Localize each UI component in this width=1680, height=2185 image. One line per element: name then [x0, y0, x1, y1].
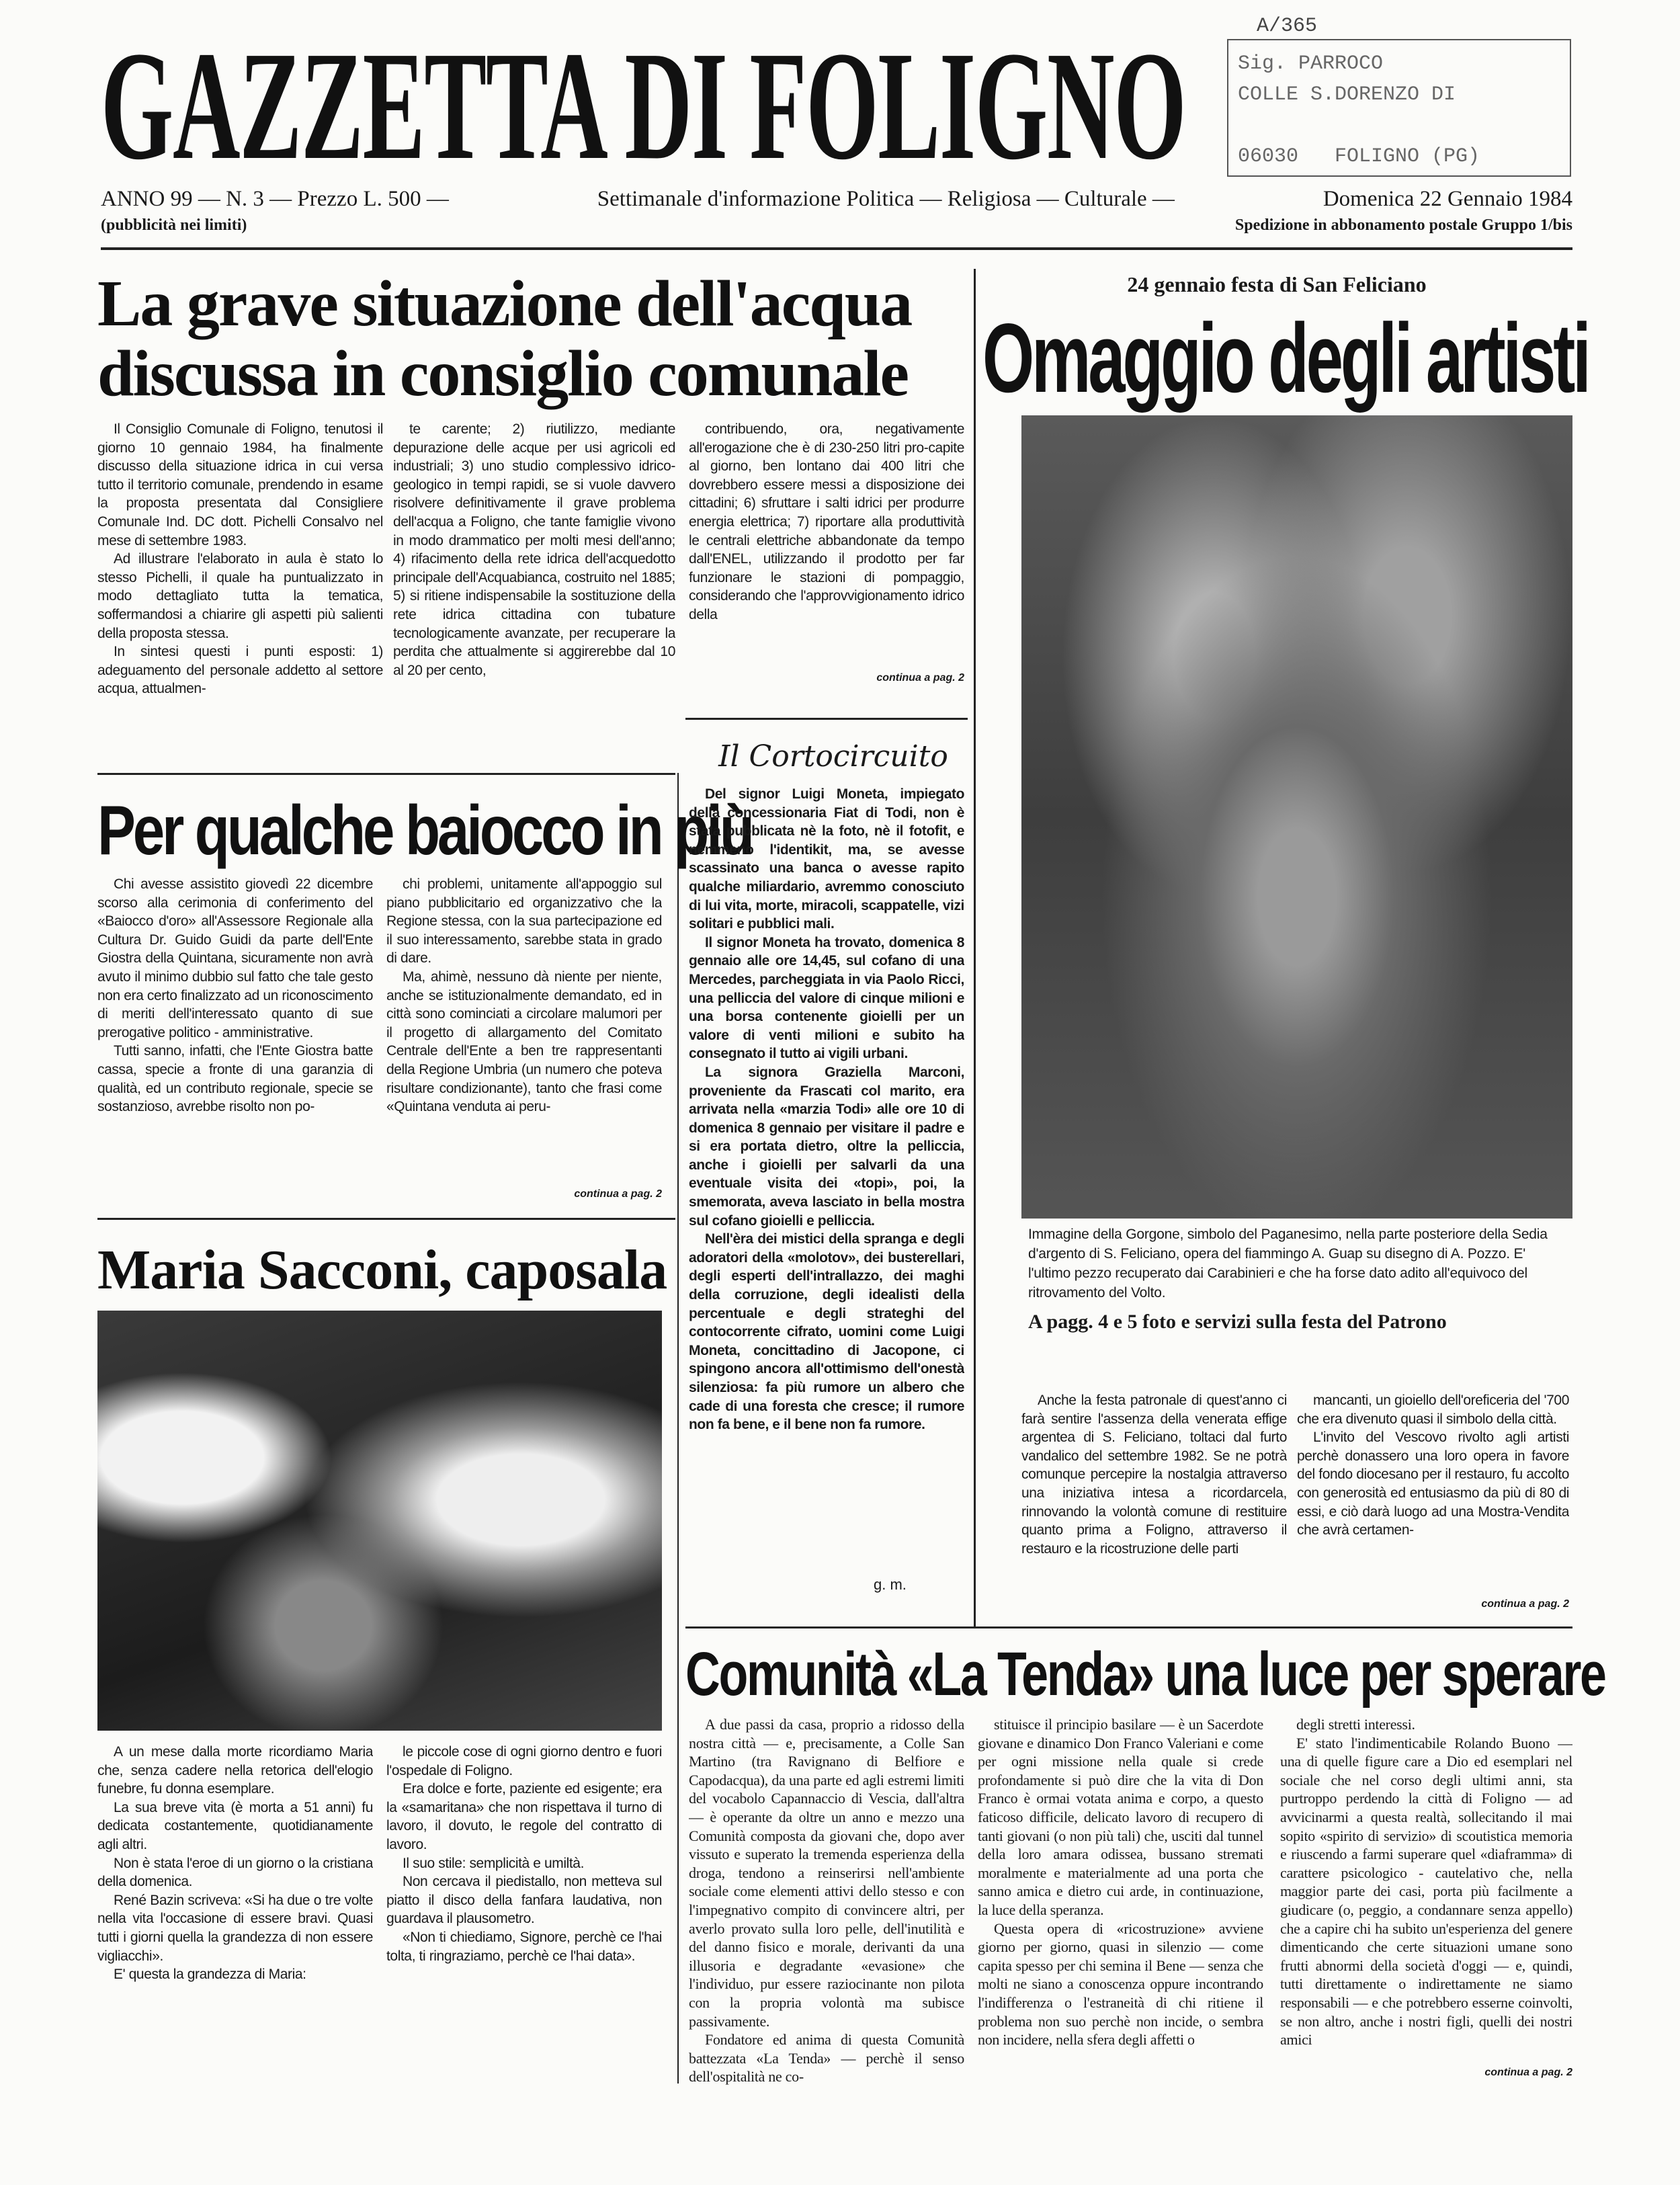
masthead-title: GAZZETTA DI FOLIGNO	[101, 19, 1186, 192]
rule	[685, 718, 968, 720]
rule	[97, 1218, 675, 1220]
paragraph: Fondatore ed anima di questa Comunità battezzata «La Tenda» — perchè il senso dell'ospitalità ne co-	[689, 2031, 964, 2085]
article-column	[1021, 1391, 1287, 1620]
article-column	[689, 785, 964, 1565]
continued-note[interactable]: continua a pag. 2	[1484, 2067, 1572, 2078]
paragraph: E' questa la grandezza di Maria:	[114, 1967, 306, 1983]
article-column	[97, 420, 383, 770]
paragraph: Chi avesse assistito giovedì 22 dicembre scorso alla cerimonia di conferimento del «Baiocco d'oro» all'Assessore Regionale alla Cultura Dr. Guido Guidi da parte dell'Ente Giostra della Quintana, sicuramente non avrà avuto il minimo dubbio sul fatto che tale gesto non era certo finalizzato ad un riconoscimento di meriti dell'interessato quanto di sue prerogative politico - amministrative.	[97, 876, 373, 1040]
paragraph: Il Consiglio Comunale di Foligno, tenutosi il giorno 10 gennaio 1984, ha finalmente discusso della situazione idrica in cui versa tutto il territorio comunale, prendendo in esame la proposta presentata dal Consigliere Comunale Ind. DC dott. Pichelli Consalvo nel mese di settembre 1983.	[97, 421, 383, 548]
article-column	[97, 875, 373, 1204]
label-code: A/365	[1257, 15, 1318, 38]
signature: g. m.	[874, 1576, 907, 1593]
paragraph: stituisce il principio basilare — è un Sacerdote giovane e dinamico Don Franco Valeriani e come per ogni missione nella quale si crede profondamente si può dire che la vita di Don Franco è ormai votata anima e corpo, a questo faticoso difficile, delicato lavoro di recupero di tanti giovani (o non più tali) che, usciti dal tunnel della loro amara odissea, bussano stremati moralmente e materialmente ad una porta che sanno amica e dietro cui arde, in continuazione, la luce della speranza.	[978, 1716, 1263, 1918]
article-column	[1280, 1715, 1572, 2065]
paragraph: Nell'èra dei mistici della spranga e degli adoratori della «molotov», dei busterellari, degli esperti dell'intrallazzo, dei maghi della corruzione, degli idealisti della percentuale e degli strateghi del contocorrente cifrato, uomini come Luigi Moneta, concittadino di Jacopone, ci spingono ancora all'ottimismo dell'onestà silenziosa: fa più rumore un albero che cade di una foresta che cresce; il rumore non fa bene, e il bene non fa rumore.	[689, 1231, 964, 1433]
photo-gorgon	[1021, 415, 1572, 1219]
paragraph: L'invito del Vescovo rivolto agli artisti perchè donassero una loro opera in favore del fondo diocesano per il restauro, fu accolto con generosità ed entusiasmo da più di 80 di essi, e ciò darà luogo ad una Mostra-Vendita che avrà certamen-	[1297, 1430, 1569, 1538]
article-column	[97, 1743, 373, 2086]
postal-note: Spedizione in abbonamento postale Gruppo 1/bis	[1234, 216, 1572, 234]
issue-info: ANNO 99 — N. 3 — Prezzo L. 500 —	[101, 187, 449, 211]
continued-note[interactable]: continua a pag. 2	[876, 672, 964, 684]
article-column	[386, 875, 662, 1184]
headline-baiocco: Per qualche baiocco in più	[97, 792, 752, 870]
paragraph: E' stato l'indimenticabile Rolando Buono — una di quelle figure care a Dio ed esemplari nel sociale che nel corso degli ultimi anni, sta purtroppo perdendo la città di Foligno — ad avvicinarmi a questa realtà, sollecitando il mai sopito «spirito di servizio» di scoutistica memoria e riuscendo a farmi superare quel «diaframma» di carattere psicologico - cautelativo che, nella maggior parte dei casi, porta più facilmente a giudicare (o, peggio, a condannare senza appello) che a capire chi ha subito un'esperienza del genere dimenticando che certe situazioni umane sono frutti abnormi della società d'oggi — e, quindi, tutti direttamente o indirettamente ne siamo responsabili — e che potrebbero esserne coinvolti, se non altro, anche i nostri figli, quelli dei nostri amici	[1280, 1734, 1572, 2049]
paragraph: La sua breve vita (è morta a 51 anni) fu dedicata costantemente, quotidianamente agli altri.	[97, 1799, 373, 1852]
paragraph: Ma, ahimè, nessuno dà niente per niente, anche se istituzionalmente demandato, ed in città sono cominciati a circolare malumori per il progetto di allargamento del Comitato Centrale dell'Ente a ben tre rappresentanti della Regione Umbria (un numero che poteva risultare condizionante), tanto che frasi come «Quintana venduta ai peru-	[386, 968, 662, 1115]
advertising-note: (pubblicità nei limiti)	[101, 216, 247, 234]
paragraph: Anche la festa patronale di quest'anno ci farà sentire l'assenza della venerata effige argentea di S. Feliciano, toltaci dal furto vandalico del settembre 1982. Se ne potrà comunque percepire la nostalgia attraverso una iniziativa intesa a ricordarcela, rinnovando la volontà comune di restituire quanto prima a Foligno, attraverso il restauro e la ricostruzione delle parti	[1021, 1393, 1287, 1557]
article-column	[1297, 1391, 1569, 1593]
headline-line: La grave situazione dell'acqua	[97, 267, 912, 340]
paragraph: Non è stata l'eroe di un giorno o la cristiana della domenica.	[97, 1855, 373, 1890]
address-label	[1227, 39, 1571, 177]
rule	[97, 773, 675, 775]
article-column	[386, 1743, 662, 2086]
column-rule	[677, 773, 679, 2084]
headline-artisti: Omaggio degli artisti	[982, 303, 1589, 413]
article-column	[689, 1715, 964, 2085]
paragraph: Tutti sanno, infatti, che l'Ente Giostra batte cassa, specie a fronte di una garanzia di qualità, ed un contributo regionale, specie se sostanzioso, avrebbe risolto non po-	[97, 1043, 373, 1115]
paragraph: In sintesi questi i punti esposti: 1) adeguamento del personale addetto al settore acqua, attualmen-	[97, 644, 383, 697]
headline-acqua	[97, 269, 911, 409]
paragraph: René Bazin scriveva: «Si ha due o tre volte nella vita l'occasione di essere bravi. Quasi tutti i giorni quella la grandezza di non essere vigliacchi».	[97, 1892, 373, 1964]
paragraph: Ad illustrare l'elaborato in aula è stato lo stesso Pichelli, il quale ha puntualizzato in modo dettagliato tutta la tematica, soffermandosi a chiarire gli aspetti più salienti della proposta stessa.	[97, 551, 383, 641]
paragraph: La signora Graziella Marconi, proveniente da Frascati col marito, era arrivata nella «marzia Todi» alle ore 10 di domenica 8 gennaio per visitare il padre e si era portata dietro, oltre la pelliccia, anche i gioielli per salvarli da una eventuale visita dei «topi», poi, la smemorata, aveva lasciato in bella mostra sul cofano gioielli e pelliccia.	[689, 1064, 964, 1229]
headline-sacconi: Maria Sacconi, caposala	[97, 1239, 667, 1301]
paragraph: Non cercava il piedistallo, non metteva sul piatto il disco della fanfara laudativa, non guardava il plausometro.	[386, 1874, 662, 1927]
headline-tenda: Comunità «La Tenda» una luce per sperare	[685, 1640, 1605, 1708]
headline-line: discussa in consiglio comunale	[97, 337, 909, 410]
paragraph: A due passi da casa, proprio a ridosso della nostra città — e, precisamente, a Colle San Martino (tra Ravignano di Belfiore e Capodacqua), da una parte ed agli estremi limiti del vocabolo Capannaccio di Vescia, dall'altra — è operante da oltre un anno e mezzo una Comunità composta da giovani che, dopo aver vissuto e superato la tremenda esperienza della droga, tendono a reinserirsi nell'ambiente sociale come elementi attivi dello stesso e con l'impegnativo compito di convincere altri, per averlo provato sulla loro pelle, dell'inutilità e del danno fisico e morale, derivanti da una illusoria e degradante «evasione» che l'individuo, pur essere raziocinante non pilota con la propria volontà ma subisce passivamente.	[689, 1716, 964, 2030]
rule	[685, 1626, 1572, 1629]
article-column	[689, 420, 964, 689]
paragraph: Il suo stile: semplicità e umiltà.	[403, 1855, 585, 1871]
address-line: Sig. PARROCO	[1238, 52, 1384, 75]
continued-note[interactable]: continua a pag. 2	[574, 1188, 662, 1200]
paragraph: chi problemi, unitamente all'appoggio sul piano pubblicitario ed organizzativo che la Regione stessa, con la sua partecipazione ed il suo interessamento, sarebbe stata in grado di dare.	[386, 876, 662, 966]
paragraph: contribuendo, ora, negativamente all'erogazione che è di 230-250 litri pro-capite al giorno, ben lontano dai 400 litri che dovrebbero essere messi a disposizione dei cittadini; 6) sfruttare i salti idrici per produrre energia elettrica; 7) riportare alla produttività le centrali elettriche abbandonate da tempo dall'ENEL, utilizzando il prodotto per far funzionare le stazioni di pompaggio, considerando che l'approvvigionamento idrico della	[689, 421, 964, 622]
headline-cortocircuito: Il Cortocircuito	[718, 739, 948, 774]
address-line: COLLE S.DORENZO DI	[1238, 83, 1456, 106]
teaser: A pagg. 4 e 5 foto e servizi sulla festa del Patrono	[1028, 1311, 1447, 1333]
photo-caption: Immagine della Gorgone, simbolo del Paganesimo, nella parte posteriore della Sedia d'argento di S. Feliciano, opera del fiammingo A. Guap su disegno di A. Pozzo. E' l'ultimo pezzo recuperato dai Carabinieri e che ha forse dato adito all'equivoco del ritrovamento del Volto.	[1028, 1227, 1548, 1301]
photo-pope-with-nurses	[97, 1311, 662, 1731]
masthead-rule	[101, 247, 1572, 250]
paragraph: degli stretti interessi.	[1296, 1716, 1415, 1733]
article-column	[978, 1715, 1263, 2085]
paragraph: Del signor Luigi Moneta, impiegato della concessionaria Fiat di Todi, non è stata pubblicata nè la foto, nè il fotofit, e nemmeno l'identikit, ma, se avesse scassinato una banca o avesse rapito qualche miliardario, avremmo conosciuto di lui vita, morte, miracoli, scappatelle, vizi solitari e pubblici mali.	[689, 786, 964, 932]
paragraph: «Non ti chiediamo, Signore, perchè ce l'hai tolta, ti ringraziamo, perchè ce l'hai data».	[386, 1929, 662, 1964]
continued-note[interactable]: continua a pag. 2	[1481, 1598, 1569, 1610]
column-rule	[974, 269, 976, 1626]
issue-date: Domenica 22 Gennaio 1984	[1322, 187, 1572, 211]
paragraph: A un mese dalla morte ricordiamo Maria che, senza cadere nella retorica dell'elogio funebre, fu donna esemplare.	[97, 1744, 373, 1797]
paragraph: le piccole cose di ogni giorno dentro e fuori l'ospedale di Foligno.	[386, 1744, 662, 1778]
address-line: 06030 FOLIGNO (PG)	[1238, 145, 1480, 168]
paragraph: te carente; 2) riutilizzo, mediante depurazione delle acque per usi agricoli ed industriali; 3) uno studio complessivo idrico-geologico in tempi rapidi, se si vuole davvero risolvere definitivamente il grave problema dell'acqua a Foligno, che tante famiglie vivono in modo drammatico per molti mesi dell'anno; 4) rifacimento della rete idrica dell'acquedotto principale dell'Acquabianca, costruito nel 1885; 5) si ritiene indispensabile la sostituzione della rete idrica cittadina con tubature tecnologicamente avanzate, per recuperare la perdita che attualmente si aggirerebbe dal 10 al 20 per cento,	[393, 421, 675, 678]
paragraph: Il signor Moneta ha trovato, domenica 8 gennaio alle ore 14,45, sul cofano di una Mercedes, parcheggiata in via Paolo Ricci, una pelliccia del valore di cinque milioni e una borsa contenente gioielli per un valore di venti milioni e subito ha consegnato il tutto ai vigili urbani.	[689, 934, 964, 1062]
paragraph: Questa opera di «ricostruzione» avviene giorno per giorno, quasi in silenzio — come capita spesso per chi semina il Bene — senza che molti ne siano a conoscenza oppure incontrando l'indifferenza o l'estraneità di chi ritiene il problema non suo perchè non incide, o sembra non incidere, nella sfera degli affetti o	[978, 1920, 1263, 2049]
article-column	[393, 420, 675, 770]
kicker: 24 gennaio festa di San Feliciano	[1127, 272, 1427, 296]
tagline: Settimanale d'informazione Politica — Religiosa — Culturale —	[597, 187, 1175, 211]
info-line	[101, 187, 1572, 212]
paragraph: Era dolce e forte, paziente ed esigente; era la «samaritana» che non rispettava il turno di lavoro, il dovuto, le regole del contratto di lavoro.	[386, 1781, 662, 1852]
paragraph: mancanti, un gioiello dell'oreficeria del '700 che era divenuto quasi il simbolo della città.	[1297, 1393, 1569, 1427]
